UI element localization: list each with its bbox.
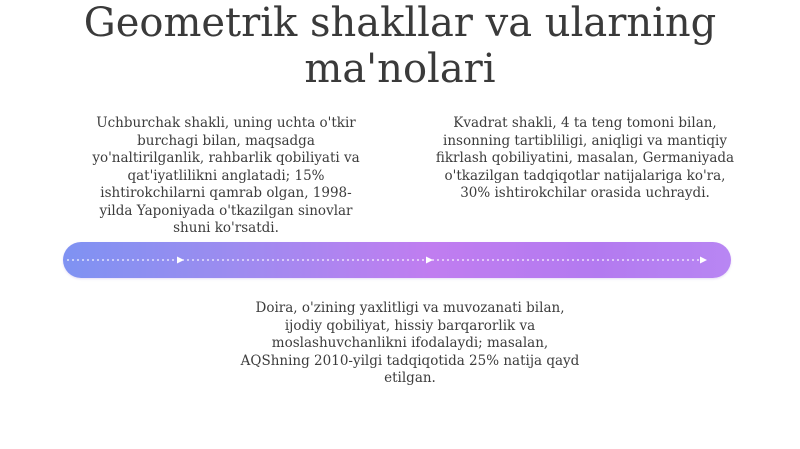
arrow-icon: [700, 257, 707, 264]
text-line: Doira, o'zining yaxlitligi va muvozanati bilan,: [255, 300, 565, 316]
square-description: [420, 115, 750, 203]
arrow-icon: [426, 257, 433, 264]
text-line: Uchburchak shakli, uning uchta o'tkir: [96, 115, 356, 131]
text-line: fikrlash qobiliyatini, masalan, Germaniyada: [435, 150, 735, 166]
text-line: AQShning 2010-yilgi tadqiqotida 25% natija qayd: [240, 352, 580, 369]
text-line: shuni ko'rsatdi.: [173, 220, 279, 236]
timeline-track: [63, 242, 731, 278]
text-line: ishtirokchilarni qamrab olgan, 1998-: [100, 185, 352, 201]
arrow-icon: [177, 257, 184, 264]
text-line: insonning tartibliligi, aniqligi va mantiqiy: [443, 132, 727, 149]
text-line: yilda Yaponiyada o'tkazilgan sinovlar: [99, 202, 353, 219]
circle-description: [230, 300, 590, 388]
text-line: o'tkazilgan tadqiqotlar natijalariga ko'ra,: [444, 167, 726, 184]
text-line: yo'naltirilganlik, rahbarlik qobiliyati va: [92, 150, 360, 166]
text-line: Kvadrat shakli, 4 ta teng tomoni bilan,: [453, 115, 717, 131]
text-line: burchagi bilan, maqsadga: [137, 132, 315, 149]
triangle-description: [76, 115, 376, 238]
title-line-1: Geometrik shakllar va ularning: [83, 0, 717, 46]
text-line: 30% ishtirokchilar orasida uchraydi.: [460, 185, 710, 201]
text-line: etilgan.: [384, 370, 436, 386]
text-line: qat'iyatlilikni anglatadi; 15%: [127, 167, 325, 184]
text-line: ijodiy qobiliyat, hissiy barqarorlik va: [284, 317, 536, 334]
page-title: [40, 0, 760, 92]
title-line-2: ma'nolari: [304, 46, 496, 92]
text-line: moslashuvchanlikni ifodalaydi; masalan,: [271, 335, 549, 351]
timeline-bar: [63, 242, 731, 278]
